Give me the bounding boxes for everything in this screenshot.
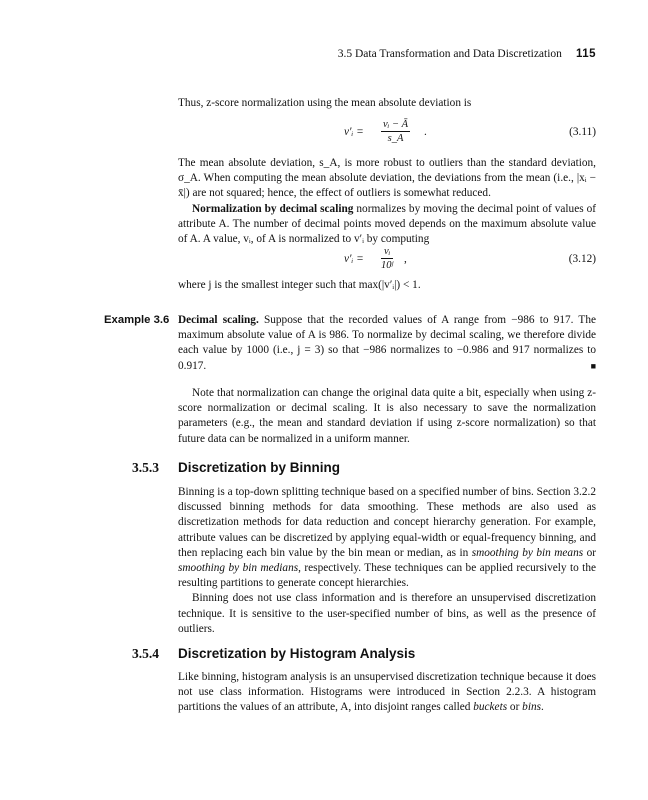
eq-3-12-denominator: 10ʲ [381,260,394,271]
eq-3-12-number: (3.12) [568,253,596,265]
binning-paragraph-2: Binning does not use class information and is therefore an unsupervised discretization technique. It is sensitive to the user-specified number of bins, as well as the presence of outliers. [178,592,596,635]
intro-text: Thus, z-score normalization using the mean absolute deviation is [178,97,472,109]
section-3-5-4-number: 3.5.4 [132,646,159,661]
example-3-6 [178,313,596,374]
histogram-paragraph-1 [178,670,596,716]
para-decimal-rest: normalizes by moving the decimal point of values of attribute A. The number of decimal points moved depends on the maximum absolute value of A. A value, vᵢ, of A is normalized to v′ᵢ by computing [178,202,596,246]
section-heading-3-5-4 [132,646,602,662]
section-3-5-4-body [178,670,596,716]
where-paragraph [178,278,596,293]
eq-3-11-punct: . [424,126,427,138]
eq-3-12-numerator: vᵢ [381,245,393,259]
para-decimal-term: Normalization by decimal scaling [192,202,354,215]
mad-paragraphs [178,156,596,247]
binning-p1-emphasis-2: smoothing by bin medians [178,562,299,575]
equation-3-12 [178,245,596,275]
binning-paragraph-1 [178,485,596,591]
binning-p1-emphasis-1: smoothing by bin means [471,546,584,559]
section-3-5-3-body [178,485,596,637]
binning-p1-text-c: , respectively. These techniques can be applied recursively to the resulting partitions to generate concept hierarchies. [178,562,596,590]
eq-3-11-fraction [381,118,410,145]
eq-3-12-lhs: v′ᵢ = [344,253,364,265]
eq-3-11-lhs: v′ᵢ = [344,126,364,138]
histogram-p1-emphasis-1: buckets [473,701,508,714]
section-3-5-3-title: Discretization by Binning [178,460,341,475]
page-number: 115 [575,48,596,60]
intro-paragraph [178,96,596,111]
eq-3-11-denominator: s_A [387,133,404,144]
section-3-5-3-number: 3.5.3 [132,460,159,475]
histogram-p1-text-c: . [541,701,544,714]
section-3-5-4-title: Discretization by Histogram Analysis [178,646,416,661]
para-decimal-scaling [178,202,596,248]
equation-3-11 [178,118,596,148]
running-head-section: 3.5 Data Transformation and Data Discretization [337,48,562,60]
histogram-p1-text-b: or [507,701,523,714]
end-of-example-marker: ■ [590,360,596,371]
histogram-p1-emphasis-2: bins [522,701,542,714]
eq-3-11-numerator: vᵢ − Ā [383,119,409,130]
example-body: Suppose that the recorded values of A range from −986 to 917. The maximum absolute value of A is 986. To normalize by decimal scaling, we therefore divide each value by 1000 (i.e., j = 3) so that −986 normalizes to −0.986 and 917 normalizes to 0.917. [178,314,596,372]
where-text: where j is the smallest integer such that max(|v′ᵢ|) < 1. [178,279,421,291]
example-title: Decimal scaling. [178,314,259,326]
running-head [320,48,596,60]
eq-3-11-number: (3.11) [569,126,596,138]
para-mad-1: The mean absolute deviation, s_A, is more robust to outliers than the standard deviation, σ_A. When computing the mean absolute deviation, the deviations from the mean (i.e., |xᵢ − x̄|) are not squared; hence, the effect of outliers is somewhat reduced. [178,157,596,200]
note-text: Note that normalization can change the original data quite a bit, especially when using z-score normalization or decimal scaling. It is also necessary to save the normalization parameters (e.g., the mean and standard deviation if using z-score normalization) so that future data can be normalized in a uniform manner. [178,387,596,445]
eq-3-12-fraction [381,245,393,272]
section-heading-3-5-3 [132,460,602,476]
eq-3-12-punct: , [404,253,407,265]
histogram-p1-text-a: Like binning, histogram analysis is an unsupervised discretization technique because it does not use class information. Histograms were introduced in Section 2.2.3. A histogram partitions the values of an attribute, A, into disjoint ranges called [178,671,596,714]
binning-p1-text-a: Binning is a top-down splitting technique based on a specified number of bins. Section 3.2.2 discussed binning methods for data smoothing. These methods are also used as discretization methods for data reduction and concept hierarchy generation. For example, attribute values can be discretized by applying equal-width or equal-frequency binning, and then replacing each bin value by the bin mean or median, as in [178,486,596,559]
example-label: Example 3.6 [104,314,170,326]
binning-p1-text-b: or [583,546,596,559]
note-paragraph [178,386,596,447]
example-text [178,313,596,374]
